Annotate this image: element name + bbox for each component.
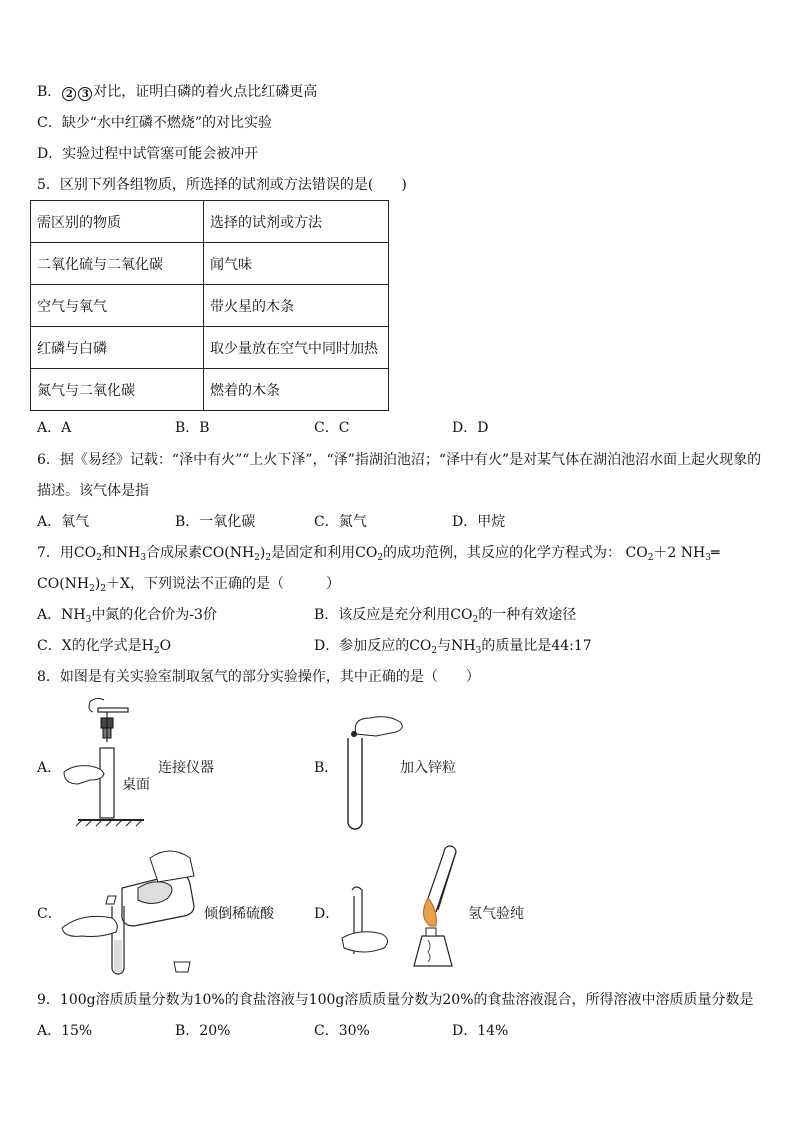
q4-option-b-prefix: B．	[37, 84, 62, 100]
q9-option-a[interactable]: A．15%	[37, 1023, 93, 1039]
q8-option-c-letter[interactable]: C．	[37, 906, 62, 922]
table-cell: 红磷与白磷	[31, 327, 204, 369]
table-cell: 燃着的木条	[204, 369, 389, 411]
table-cell: 取少量放在空气中同时加热	[204, 327, 389, 369]
q8-option-a-letter[interactable]: A．	[37, 760, 62, 776]
q8-option-d-letter[interactable]: D．	[314, 906, 340, 922]
table-row	[31, 201, 389, 243]
q8-option-a-caption: 连接仪器	[158, 760, 214, 776]
table-cell: 需区别的物质	[31, 201, 204, 243]
q6-option-d[interactable]: D．甲烷	[452, 514, 506, 530]
q5-option-d[interactable]: D．D	[452, 420, 489, 436]
table-cell: 空气与氧气	[31, 285, 204, 327]
table-cell: 氮气与二氧化碳	[31, 369, 204, 411]
table-row	[31, 243, 389, 285]
q7-stem-line1: 7．用$CO_2$和$NH_3$合成尿素$CO(NH_2)_2$是固定和利用$CO_2$的成功范例，其反应的化学方程式为： $CO_2+2$ $NH_3═$	[37, 545, 720, 563]
desk-label: 桌面	[122, 777, 150, 793]
q5-option-a[interactable]: A．A	[37, 420, 72, 436]
q7-stem-line2: $CO(NH_2)_2+X$，下列说法不正确的是（ ）	[37, 576, 341, 594]
hydrogen-purity-test-figure	[340, 846, 470, 972]
q8-stem: 8．如图是有关实验室制取氢气的部分实验操作，其中正确的是（ ）	[37, 669, 480, 685]
q6-option-c[interactable]: C．氮气	[314, 514, 367, 530]
q6-stem-line2: 描述。该气体是指	[37, 483, 149, 499]
q7-option-d[interactable]: D．参加反应的$CO_2$与$NH_3$的质量比是44:17	[314, 638, 592, 656]
table-cell: 带火星的木条	[204, 285, 389, 327]
q7-option-a[interactable]: A．$NH_3$中氮的化合价为-3价	[37, 607, 217, 625]
q5-option-b[interactable]: B．B	[175, 420, 210, 436]
q8-option-d-caption: 氢气验纯	[468, 906, 524, 922]
table-row	[31, 327, 389, 369]
q8-option-c-caption: 倾倒稀硫酸	[204, 906, 274, 922]
q4-option-b-text: 对比，证明白磷的着火点比红磷更高	[93, 84, 318, 100]
q9-stem: 9．100g溶质质量分数为10%的食盐溶液与100g溶质质量分数为20%的食盐溶液混合，所得溶液中溶质质量分数是	[37, 992, 754, 1008]
circled-3: 3	[78, 87, 92, 101]
q9-option-c[interactable]: C．30%	[314, 1023, 370, 1039]
q5-table	[30, 200, 389, 411]
table-row	[31, 369, 389, 411]
circled-2: 2	[62, 87, 76, 101]
pour-acid-figure	[60, 848, 200, 976]
q8-option-b-letter[interactable]: B．	[314, 760, 339, 776]
q7-option-b[interactable]: B．该反应是充分利用$CO_2$的一种有效途径	[314, 607, 577, 625]
connect-apparatus-figure	[60, 700, 160, 830]
q7-option-c[interactable]: C．X的化学式是$H_2O$	[37, 638, 172, 656]
q9-option-d[interactable]: D．14%	[452, 1023, 509, 1039]
q4-option-b	[37, 82, 317, 102]
q5-option-c[interactable]: C．C	[314, 420, 350, 436]
q4-option-d: D．实验过程中试管塞可能会被冲开	[37, 146, 259, 162]
q8-option-b-caption: 加入锌粒	[400, 760, 456, 776]
q6-stem-line1: 6．据《易经》记载：“泽中有火”“上火下泽”，“泽”指湖泊池沼；“泽中有火”是对某气体在湖泊池沼水面上起火现象的	[37, 452, 762, 468]
table-cell: 选择的试剂或方法	[204, 201, 389, 243]
q4-option-c: C．缺少“水中红磷不燃烧”的对比实验	[37, 115, 273, 131]
table-cell: 闻气味	[204, 243, 389, 285]
q6-option-b[interactable]: B．一氧化碳	[175, 514, 256, 530]
q9-option-b[interactable]: B．20%	[175, 1023, 231, 1039]
q6-option-a[interactable]: A．氧气	[37, 514, 90, 530]
table-row	[31, 285, 389, 327]
table-cell: 二氧化硫与二氧化碳	[31, 243, 204, 285]
q5-stem: 5．区别下列各组物质，所选择的试剂或方法错误的是( )	[37, 177, 407, 193]
